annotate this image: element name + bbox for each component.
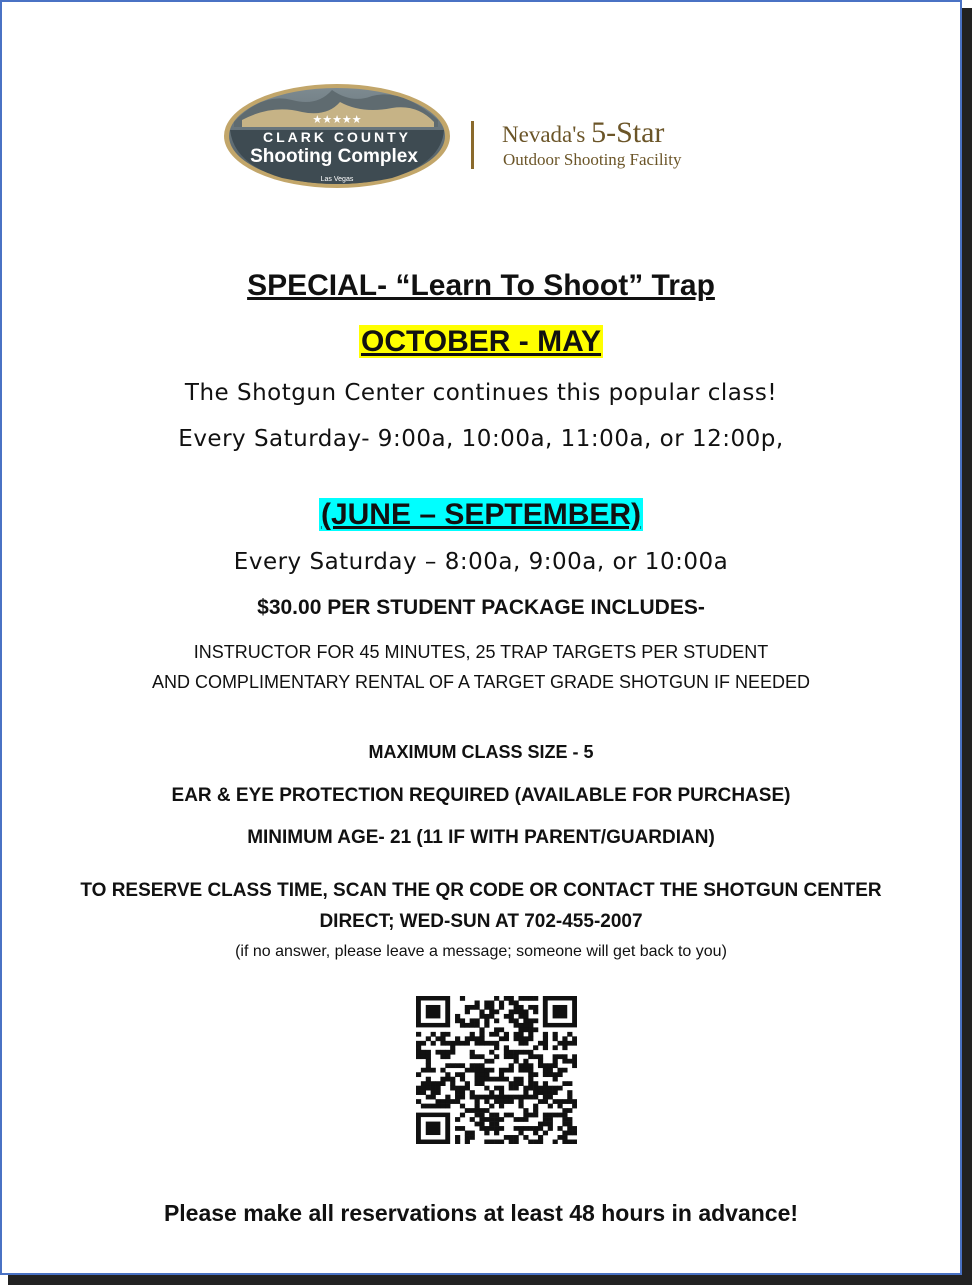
flyer-title: SPECIAL- “Learn To Shoot” Trap bbox=[247, 269, 715, 302]
logo-line1: CLARK COUNTY bbox=[263, 129, 411, 145]
max-class-size: MAXIMUM CLASS SIZE - 5 bbox=[368, 742, 594, 762]
page-shadow-bottom bbox=[8, 1275, 972, 1285]
protection-requirement: EAR & EYE PROTECTION REQUIRED (AVAILABLE FOR PURCHASE) bbox=[171, 785, 791, 806]
package-line-1: INSTRUCTOR FOR 45 MINUTES, 25 TRAP TARGETS PER STUDENT bbox=[193, 642, 769, 662]
logo-stars: ★★★★★ bbox=[312, 113, 362, 126]
reserve-line-2: DIRECT; WED-SUN AT 702-455-2007 bbox=[319, 911, 643, 932]
package-line-2: AND COMPLIMENTARY RENTAL OF A TARGET GRADE SHOTGUN IF NEEDED bbox=[151, 672, 811, 692]
tagline-prefix: Nevada's bbox=[502, 122, 592, 147]
tagline-main bbox=[502, 116, 664, 150]
season-intro: The Shotgun Center continues this popular class! bbox=[184, 380, 778, 406]
advance-notice: Please make all reservations at least 48 hours in advance! bbox=[163, 1200, 799, 1226]
tagline-subline: Outdoor Shooting Facility bbox=[503, 150, 682, 169]
page-shadow-right bbox=[962, 8, 972, 1285]
reserve-note: (if no answer, please leave a message; someone will get back to you) bbox=[235, 943, 727, 960]
reserve-line-1: TO RESERVE CLASS TIME, SCAN THE QR CODE OR CONTACT THE SHOTGUN CENTER bbox=[80, 880, 882, 901]
qr-code-icon[interactable] bbox=[416, 996, 577, 1144]
minimum-age: MINIMUM AGE- 21 (11 IF WITH PARENT/GUARDIAN) bbox=[247, 827, 715, 848]
logo-line3: Las Vegas bbox=[320, 176, 354, 183]
season-oct-may-heading bbox=[0, 325, 962, 359]
season-jun-sep-label: (JUNE – SEPTEMBER) bbox=[320, 498, 642, 531]
season-jun-sep-schedule: Every Saturday – 8:00a, 9:00a, or 10:00a bbox=[233, 549, 729, 575]
logo-divider bbox=[471, 121, 474, 169]
clark-county-logo-icon bbox=[222, 82, 452, 190]
season-oct-may-schedule: Every Saturday- 9:00a, 10:00a, 11:00a, or 12:00p, bbox=[178, 426, 784, 452]
tagline-emphasis: 5-Star bbox=[591, 116, 665, 149]
season-jun-sep-heading bbox=[0, 498, 962, 532]
package-heading: $30.00 PER STUDENT PACKAGE INCLUDES- bbox=[257, 596, 705, 619]
season-oct-may-label: OCTOBER - MAY bbox=[360, 325, 602, 358]
logo-line2: Shooting Complex bbox=[250, 146, 418, 167]
